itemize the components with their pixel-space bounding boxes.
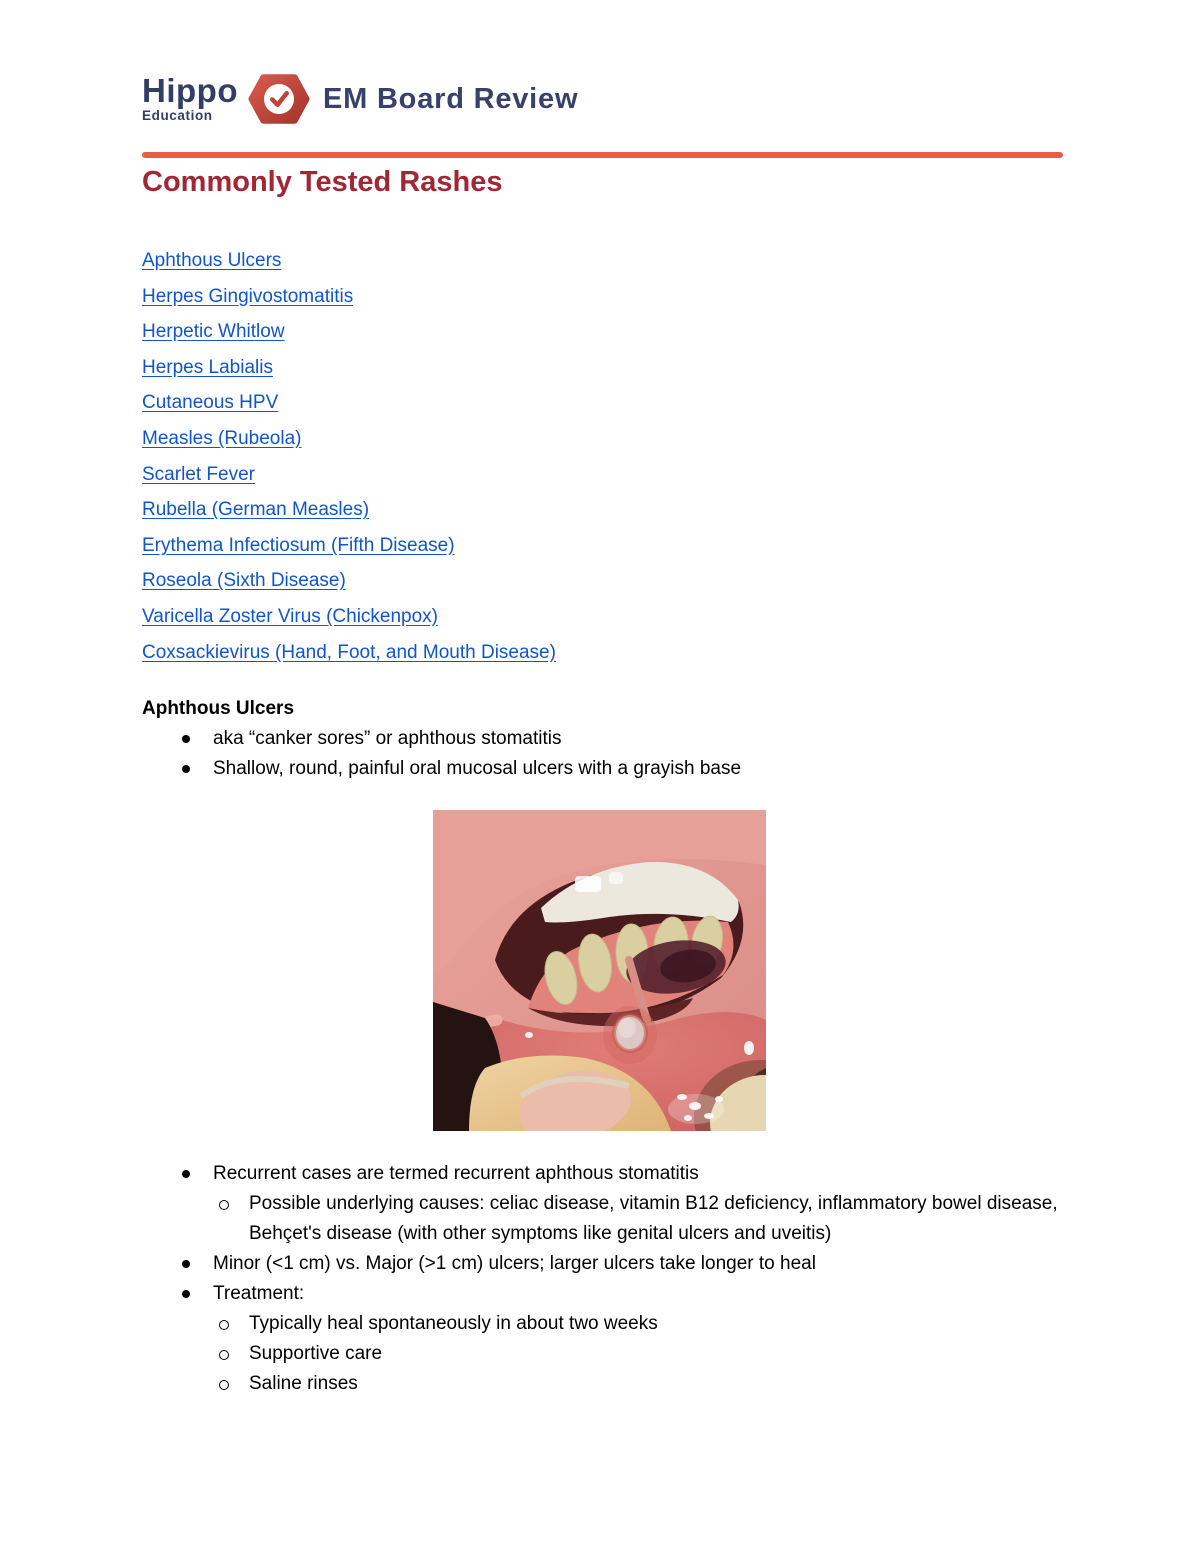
table-of-contents xyxy=(142,243,556,670)
toc-link-herpetic-whitlow[interactable]: Herpetic Whitlow xyxy=(142,321,285,343)
section-aphthous-ulcers xyxy=(142,694,1060,1399)
bullet-item: Treatment: xyxy=(142,1279,1060,1309)
hippo-brand-text xyxy=(142,71,238,123)
bullet-item: Shallow, round, painful oral mucosal ulcers with a grayish base xyxy=(142,754,1060,784)
bullet-item: Recurrent cases are termed recurrent aphthous stomatitis xyxy=(142,1159,1060,1189)
toc-link-rubella-german-measles[interactable]: Rubella (German Measles) xyxy=(142,499,370,521)
toc-link-erythema-infectiosum[interactable]: Erythema Infectiosum (Fifth Disease) xyxy=(142,534,455,556)
brand-subtitle: Education xyxy=(142,107,213,123)
toc-link-roseola-sixth-disease[interactable]: Roseola (Sixth Disease) xyxy=(142,570,346,592)
section-heading: Aphthous Ulcers xyxy=(142,698,295,719)
toc-link-herpes-labialis[interactable]: Herpes Labialis xyxy=(142,356,273,378)
bullet-item: aka “canker sores” or aphthous stomatitis xyxy=(142,724,1060,754)
toc-link-cutaneous-hpv[interactable]: Cutaneous HPV xyxy=(142,392,279,414)
toc-link-scarlet-fever[interactable]: Scarlet Fever xyxy=(142,463,255,485)
product-title: EM Board Review xyxy=(322,82,579,115)
bullet-item: Minor (<1 cm) vs. Major (>1 cm) ulcers; larger ulcers take longer to heal xyxy=(142,1249,1060,1279)
sub-bullet-item: Typically heal spontaneously in about two weeks xyxy=(142,1309,1060,1339)
check-badge-icon xyxy=(248,68,310,130)
toc-link-aphthous-ulcers[interactable]: Aphthous Ulcers xyxy=(142,250,282,271)
toc-link-measles-rubeola[interactable]: Measles (Rubeola) xyxy=(142,427,302,449)
aphthous-ulcer-photo xyxy=(433,810,766,1131)
toc-link-coxsackievirus[interactable]: Coxsackievirus (Hand, Foot, and Mouth Disease) xyxy=(142,641,556,663)
toc-link-herpes-gingivostomatitis[interactable]: Herpes Gingivostomatitis xyxy=(142,285,354,307)
sub-bullet-item: Saline rinses xyxy=(142,1369,1060,1399)
hippo-logo xyxy=(142,68,578,130)
sub-bullet-item: Supportive care xyxy=(142,1339,1060,1369)
sub-bullet-item: Possible underlying causes: celiac disease, vitamin B12 deficiency, inflammatory bowel disease, Behçet's disease (with other symptoms like genital ulcers and uveitis) xyxy=(142,1189,1060,1249)
toc-link-varicella-zoster-virus[interactable]: Varicella Zoster Virus (Chickenpox) xyxy=(142,605,439,627)
header-divider xyxy=(142,152,1063,158)
brand-name: Hippo xyxy=(142,71,238,109)
page-title: Commonly Tested Rashes xyxy=(142,166,503,198)
